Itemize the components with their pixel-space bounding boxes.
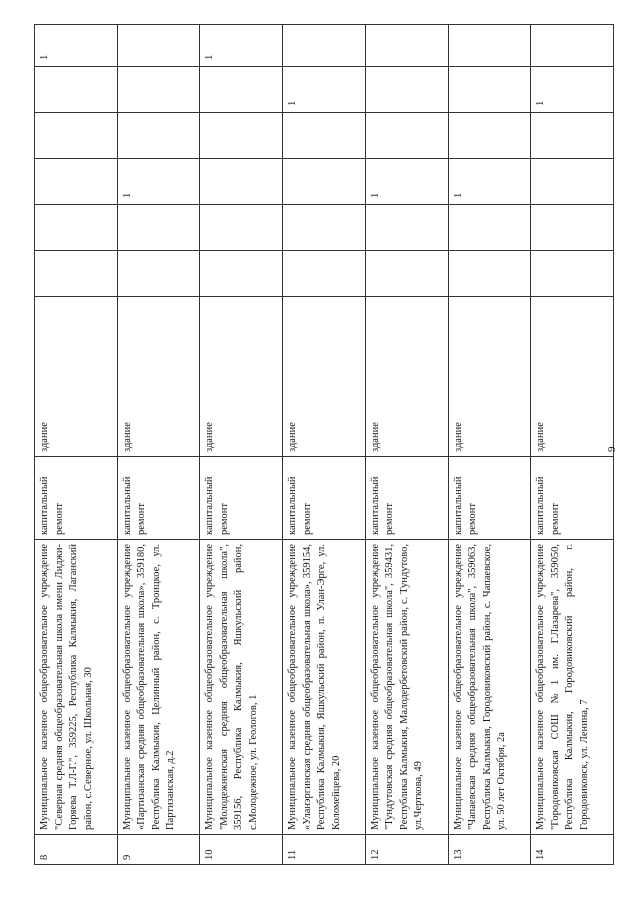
object-cell: здание: [200, 297, 283, 457]
work-type-cell: капитальный ремонт: [117, 457, 200, 540]
value-cell-1: [365, 251, 448, 297]
value-cell-4: [448, 113, 531, 159]
object-cell: здание: [117, 297, 200, 457]
row-number: 8: [35, 835, 118, 865]
value-cell-3: 1: [448, 159, 531, 205]
value-cell-1: [117, 251, 200, 297]
value-cell-4: [365, 113, 448, 159]
value-cell-1: [448, 251, 531, 297]
row-number: 11: [283, 835, 366, 865]
value-cell-5: [365, 67, 448, 113]
table-row: [200, 25, 283, 865]
value-cell-6: [448, 25, 531, 67]
value-cell-3: [200, 159, 283, 205]
organization-cell: Муниципальное казенное общеобразовательное учреждение "Северная средняя общеобразовательная школа имени Лиджи-Горяева Т.Л-Г.", 359225, Республика Калмыкия, Лаганский район, с.Северное, ул. Школьная, 30: [35, 540, 118, 835]
value-cell-2: [365, 205, 448, 251]
value-cell-6: [117, 25, 200, 67]
value-cell-4: [200, 113, 283, 159]
value-cell-2: [283, 205, 366, 251]
organization-cell: Муниципальное казенное общеобразовательное учреждение "Городовиковская СОШ №1 им. Г.Лазарева", 359050, Республика Калмыкия, Городовиковский район, г. Городовиковск, ул. Ленина, 7: [531, 540, 614, 835]
value-cell-2: [35, 205, 118, 251]
value-cell-6: 1: [35, 25, 118, 67]
work-type-cell: капитальный ремонт: [35, 457, 118, 540]
value-cell-5: [200, 67, 283, 113]
object-cell: здание: [365, 297, 448, 457]
value-cell-4: [531, 113, 614, 159]
value-cell-2: [200, 205, 283, 251]
work-type-cell: капитальный ремонт: [365, 457, 448, 540]
value-cell-6: [283, 25, 366, 67]
work-type-cell: капитальный ремонт: [283, 457, 366, 540]
value-cell-1: [283, 251, 366, 297]
value-cell-6: 1: [200, 25, 283, 67]
work-type-cell: капитальный ремонт: [448, 457, 531, 540]
work-type-cell: капитальный ремонт: [531, 457, 614, 540]
value-cell-2: [531, 205, 614, 251]
value-cell-1: [531, 251, 614, 297]
object-cell: здание: [448, 297, 531, 457]
schools-table: [34, 24, 614, 865]
row-number: 12: [365, 835, 448, 865]
organization-cell: Муниципальное казенное общеобразовательное учреждение "Тундутовская средняя общеобразовательная школа", 359431, Республика Калмыкия, Малодербетовский район, с. Тундутово, ул.Черткова, 49: [365, 540, 448, 835]
object-cell: здание: [35, 297, 118, 457]
work-type-cell: капитальный ремонт: [200, 457, 283, 540]
row-number: 13: [448, 835, 531, 865]
rotated-table-container: [34, 25, 614, 865]
table-row: [35, 25, 118, 865]
value-cell-3: [35, 159, 118, 205]
table-row: [117, 25, 200, 865]
value-cell-4: [117, 113, 200, 159]
organization-cell: Муниципальное казенное общеобразовательное учреждение «Уланэргинская средняя общеобразовательная школа», 359154, Республика Калмыкия, Яшкульский район, п. Улан-Эрге, ул. Коломейцева, 20: [283, 540, 366, 835]
value-cell-5: [117, 67, 200, 113]
organization-cell: Муниципальное казенное общеобразовательное учреждение "Чапаевская средняя общеобразовательная школа", 359063, Республика Калмыкия, Городовиковский район, с. Чапаевское, ул. 50 лет Октября, 2а: [448, 540, 531, 835]
object-cell: здание: [531, 297, 614, 457]
row-number: 9: [117, 835, 200, 865]
value-cell-4: [283, 113, 366, 159]
table-row: [448, 25, 531, 865]
object-cell: здание: [283, 297, 366, 457]
value-cell-5: 1: [283, 67, 366, 113]
value-cell-6: [531, 25, 614, 67]
value-cell-2: [117, 205, 200, 251]
value-cell-3: 1: [117, 159, 200, 205]
value-cell-6: [365, 25, 448, 67]
table-row: [365, 25, 448, 865]
value-cell-5: [448, 67, 531, 113]
value-cell-5: [35, 67, 118, 113]
page-number: 9: [606, 446, 618, 452]
value-cell-3: 1: [365, 159, 448, 205]
table-row: [283, 25, 366, 865]
organization-cell: Муниципальное казенное общеобразовательное учреждение «Партизанская средняя общеобразовательная школа», 359180, Республика Калмыкия, Целинный район, с. Троицкое, ул. Партизанская, д.2: [117, 540, 200, 835]
row-number: 10: [200, 835, 283, 865]
organization-cell: Муниципальное казенное общеобразовательное учреждение "Молодежненская средняя общеобразовательная школа", 359156, Республика Калмыкия, Яшкульский район, с.Молодежное, ул. Геологов, 1: [200, 540, 283, 835]
value-cell-3: [531, 159, 614, 205]
row-number: 14: [531, 835, 614, 865]
value-cell-5: 1: [531, 67, 614, 113]
value-cell-1: [200, 251, 283, 297]
value-cell-4: [35, 113, 118, 159]
value-cell-2: [448, 205, 531, 251]
table-row: [531, 25, 614, 865]
value-cell-3: [283, 159, 366, 205]
value-cell-1: [35, 251, 118, 297]
